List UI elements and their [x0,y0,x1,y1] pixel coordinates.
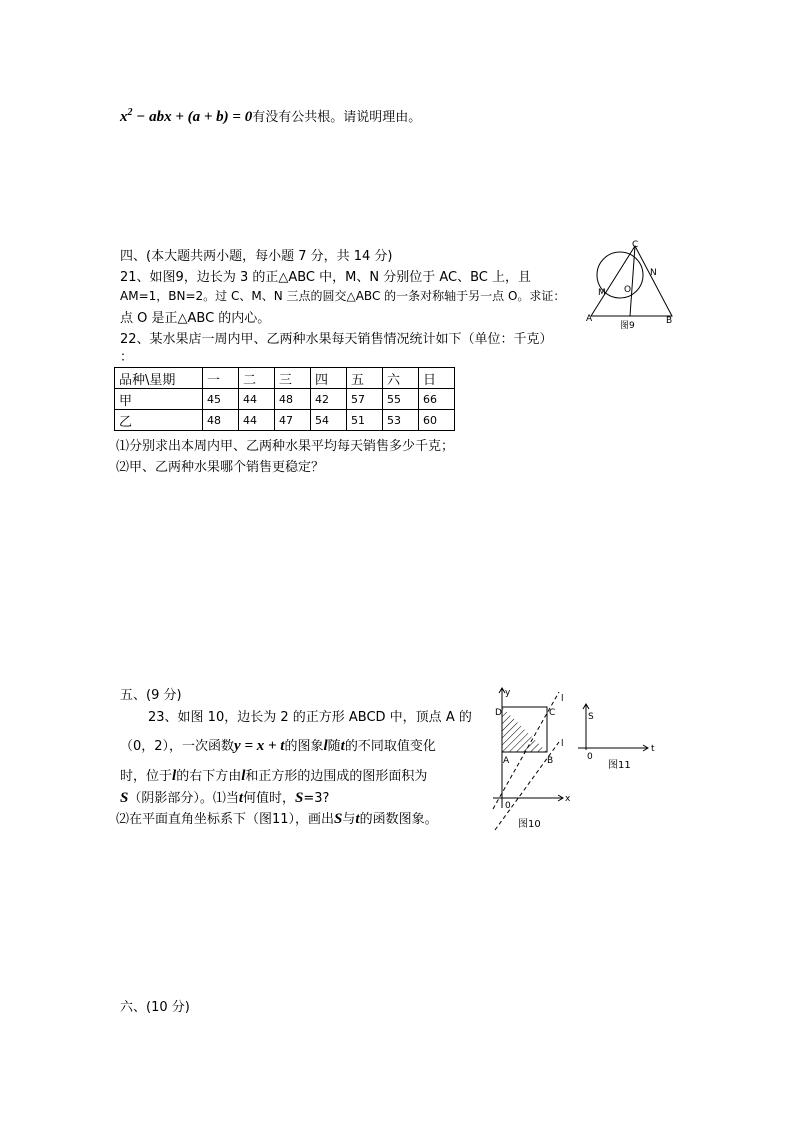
fig10-shaded-region [502,707,547,752]
table-cell: 乙 [115,410,203,431]
equation-question: 有没有公共根。请说明理由。 [252,110,422,125]
fig10-label-y: y [505,688,511,698]
q21-line2: AM=1，BN=2。过 C、M、N 三点的圆交△ABC 的一条对称轴于另一点 O。求证： [120,289,566,303]
equation: $x^2$ − abx + (a + b) = 0 [120,107,253,125]
q22-line1: 22、某水果店一周内甲、乙两种水果每天销售情况统计如下（单位：千克） [120,332,553,347]
table-cell: 48 [203,410,239,431]
q23-line2: （0，2），一次函数y = x + t的图象l随t的不同取值变化 [120,738,436,754]
table-header-cell: 六 [383,368,419,389]
table-header-cell: 品种\星期 [115,368,203,389]
fig9-label-a: A [586,314,593,324]
table-header-cell: 五 [347,368,383,389]
q23-line3: 时，位于l的右下方由l和正方形的边围成的图形面积为 [120,768,428,784]
q23-line5: ⑵在平面直角坐标系下（图11），画出S与t的函数图象。 [116,811,438,827]
table-cell: 57 [347,389,383,410]
table-cell: 甲 [115,389,203,410]
fig10-label-origin: 0 [505,801,511,811]
q22-line1-tail: ： [120,350,134,365]
fig11-label-t: t [651,744,655,754]
table-cell: 42 [311,389,347,410]
fig10-label-a: A [503,756,510,766]
fig9-label-o: O [624,285,632,295]
figure-9 [584,240,678,332]
q23-line4: S（阴影部分）。⑴当t何值时，S=3? [120,790,330,806]
table-cell: 44 [239,410,275,431]
q21-line3: 点 O 是正△ABC 的内心。 [120,311,271,326]
function-expression: y = x + t [234,738,285,754]
fig11-label-s: S [588,712,594,722]
table-header-cell: 日 [419,368,455,389]
fig9-axis-line [630,246,635,316]
table-header-row [115,368,455,389]
table-cell: 47 [275,410,311,431]
fig11-label-origin: 0 [587,752,593,762]
fig10-caption: 图10 [518,819,541,830]
fig9-triangle [591,246,672,316]
q23-line1: 23、如图 10，边长为 2 的正方形 ABCD 中，顶点 A 的 [148,710,472,725]
fig9-label-m: M [598,288,606,298]
fig9-label-b: B [666,316,673,326]
table-row [115,410,455,431]
fig9-caption: 图9 [620,321,635,331]
fig10-label-d: D [495,708,502,718]
fig11-caption: 图11 [608,760,631,771]
table-cell: 66 [419,389,455,410]
figure-11 [578,700,660,774]
q21-line1: 21、如图9，边长为 3 的正△ABC 中，M、N 分别位于 AC、BC 上，且 [120,270,531,285]
fig10-label-l1: l [561,694,564,704]
table-cell: 44 [239,389,275,410]
table-header-cell: 二 [239,368,275,389]
table-cell: 54 [311,410,347,431]
table-row [115,389,455,410]
sales-table [114,367,455,431]
fig10-label-l2: l [561,739,564,749]
fig10-label-b: B [547,756,554,766]
equation-line [120,106,421,126]
table-cell: 60 [419,410,455,431]
table-cell: 51 [347,410,383,431]
table-cell: 45 [203,389,239,410]
table-header-cell: 四 [311,368,347,389]
section6-heading: 六、(10 分) [120,1000,190,1015]
fig10-label-c: C [549,708,556,718]
fig9-label-c: C [632,240,639,250]
fig9-label-n: N [650,268,657,278]
table-cell: 55 [383,389,419,410]
table-cell: 53 [383,410,419,431]
section4-heading: 四、(本大题共两小题，每小题 7 分，共 14 分) [120,249,393,264]
q22-sub1: ⑴分别求出本周内甲、乙两种水果平均每天销售多少千克； [116,439,455,454]
table-header-cell: 三 [275,368,311,389]
table-cell: 48 [275,389,311,410]
section5-heading: 五、(9 分) [120,688,182,703]
figure-10 [485,684,577,832]
fig10-label-x: x [565,794,571,804]
table-header-cell: 一 [203,368,239,389]
q22-sub2: ⑵甲、乙两种水果哪个销售更稳定？ [116,460,325,475]
